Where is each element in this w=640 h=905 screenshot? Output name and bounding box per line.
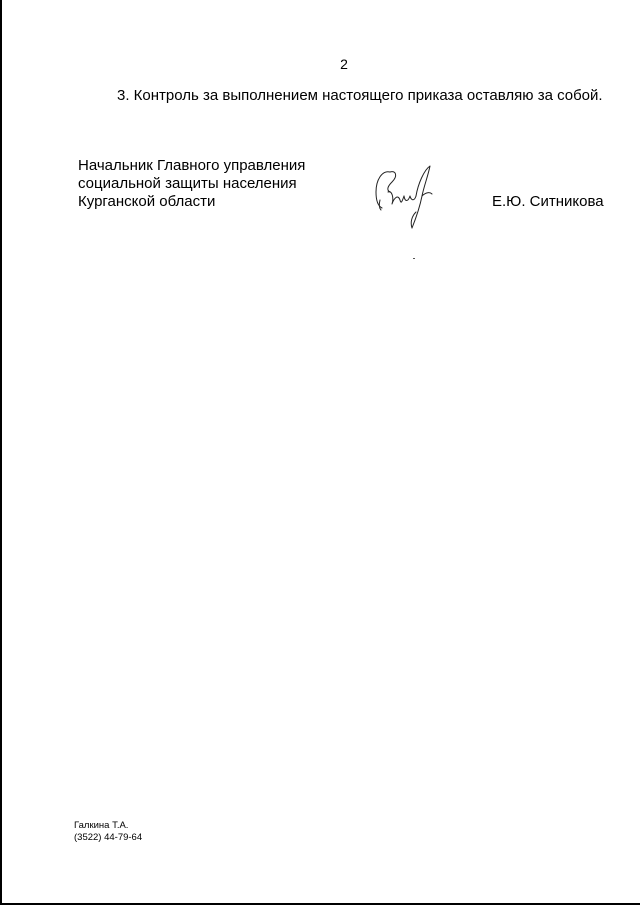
scan-speck (413, 258, 415, 259)
signatory-position-line: Начальник Главного управления (78, 157, 306, 174)
executor-name: Галкина Т.А. (74, 820, 129, 831)
scan-left-edge (0, 0, 2, 905)
executor-phone: (3522) 44-79-64 (74, 832, 143, 843)
order-paragraph-3: 3. Контроль за выполнением настоящего приказа оставляю за собой. (117, 87, 603, 104)
signature-icon (368, 162, 448, 234)
signatory-name: Е.Ю. Ситникова (492, 193, 604, 210)
page-number: 2 (340, 56, 348, 72)
signatory-position-line: Курганской области (78, 193, 216, 210)
signatory-position (78, 157, 305, 211)
executor-info (74, 820, 142, 844)
signatory-position-line: социальной защиты населения (78, 175, 297, 192)
